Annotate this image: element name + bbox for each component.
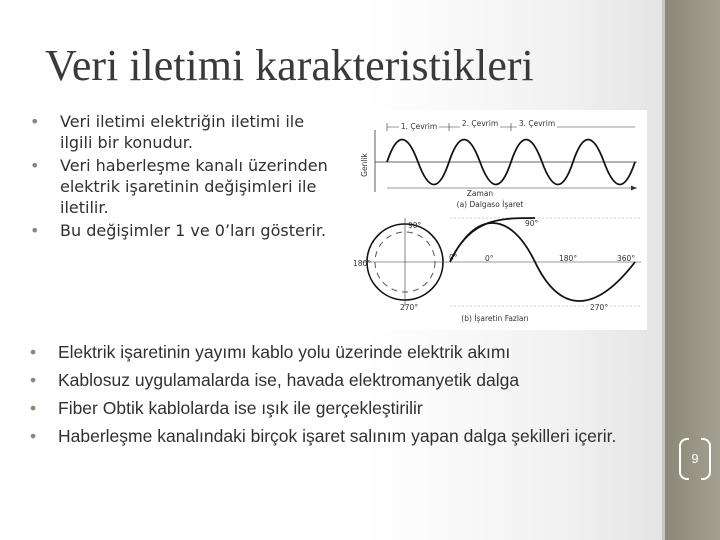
bullet-item: • Veri haberleşme kanalı üzerinden elektrik işaretinin değişimleri ile iletilir. [30, 155, 330, 218]
signal-figure [345, 110, 647, 330]
bullet-list-top [30, 111, 330, 243]
time-label: Zaman [466, 189, 494, 198]
time-arrow-head [631, 186, 637, 191]
top-caption: (a) Dalgaso İşaret [456, 200, 524, 209]
phase-axis-label: 90° [525, 219, 539, 228]
page-number: 9 [691, 451, 699, 466]
bullet-item: • Fiber Obtik kablolarda ise ışık ile gerçekleştirilir [30, 396, 630, 420]
sine-wave-bottom [450, 218, 635, 301]
circle-label: 180° [353, 259, 372, 268]
phase-axis-label: 270° [590, 303, 609, 312]
circle-label: 0° [449, 253, 458, 262]
cycle-label: 1. Çevrim [400, 122, 438, 131]
amplitude-label: Genlik [360, 153, 369, 177]
bullet-item: • Haberleşme kanalındaki birçok işaret salınım yapan dalga şekilleri içerir. [30, 424, 630, 448]
page-number-badge [675, 438, 715, 478]
bullet-item: • Kablosuz uygulamalarda ise, havada elektromanyetik dalga [30, 368, 630, 392]
bullet-item: • Elektrik işaretinin yayımı kablo yolu üzerinde elektrik akımı [30, 340, 630, 364]
phase-axis-label: 360° [617, 254, 636, 263]
slide-title: Veri iletimi karakteristikleri [45, 41, 534, 90]
bullet-item: • Veri iletimi elektriğin iletimi ile ilgili bir konudur. [30, 111, 330, 153]
phase-axis-label: 0° [485, 254, 494, 263]
phase-axis-label: 180° [559, 254, 578, 263]
circle-label: 90° [408, 221, 422, 230]
bullet-item: • Bu değişimler 1 ve 0’ları gösterir. [30, 220, 330, 241]
circle-label: 270° [400, 303, 419, 312]
bullet-list-bottom [30, 340, 630, 452]
cycle-label: 2. Çevrim [461, 119, 499, 128]
bottom-caption: (b) İşaretin Fazları [461, 314, 529, 323]
cycle-label: 3. Çevrim [518, 119, 556, 128]
